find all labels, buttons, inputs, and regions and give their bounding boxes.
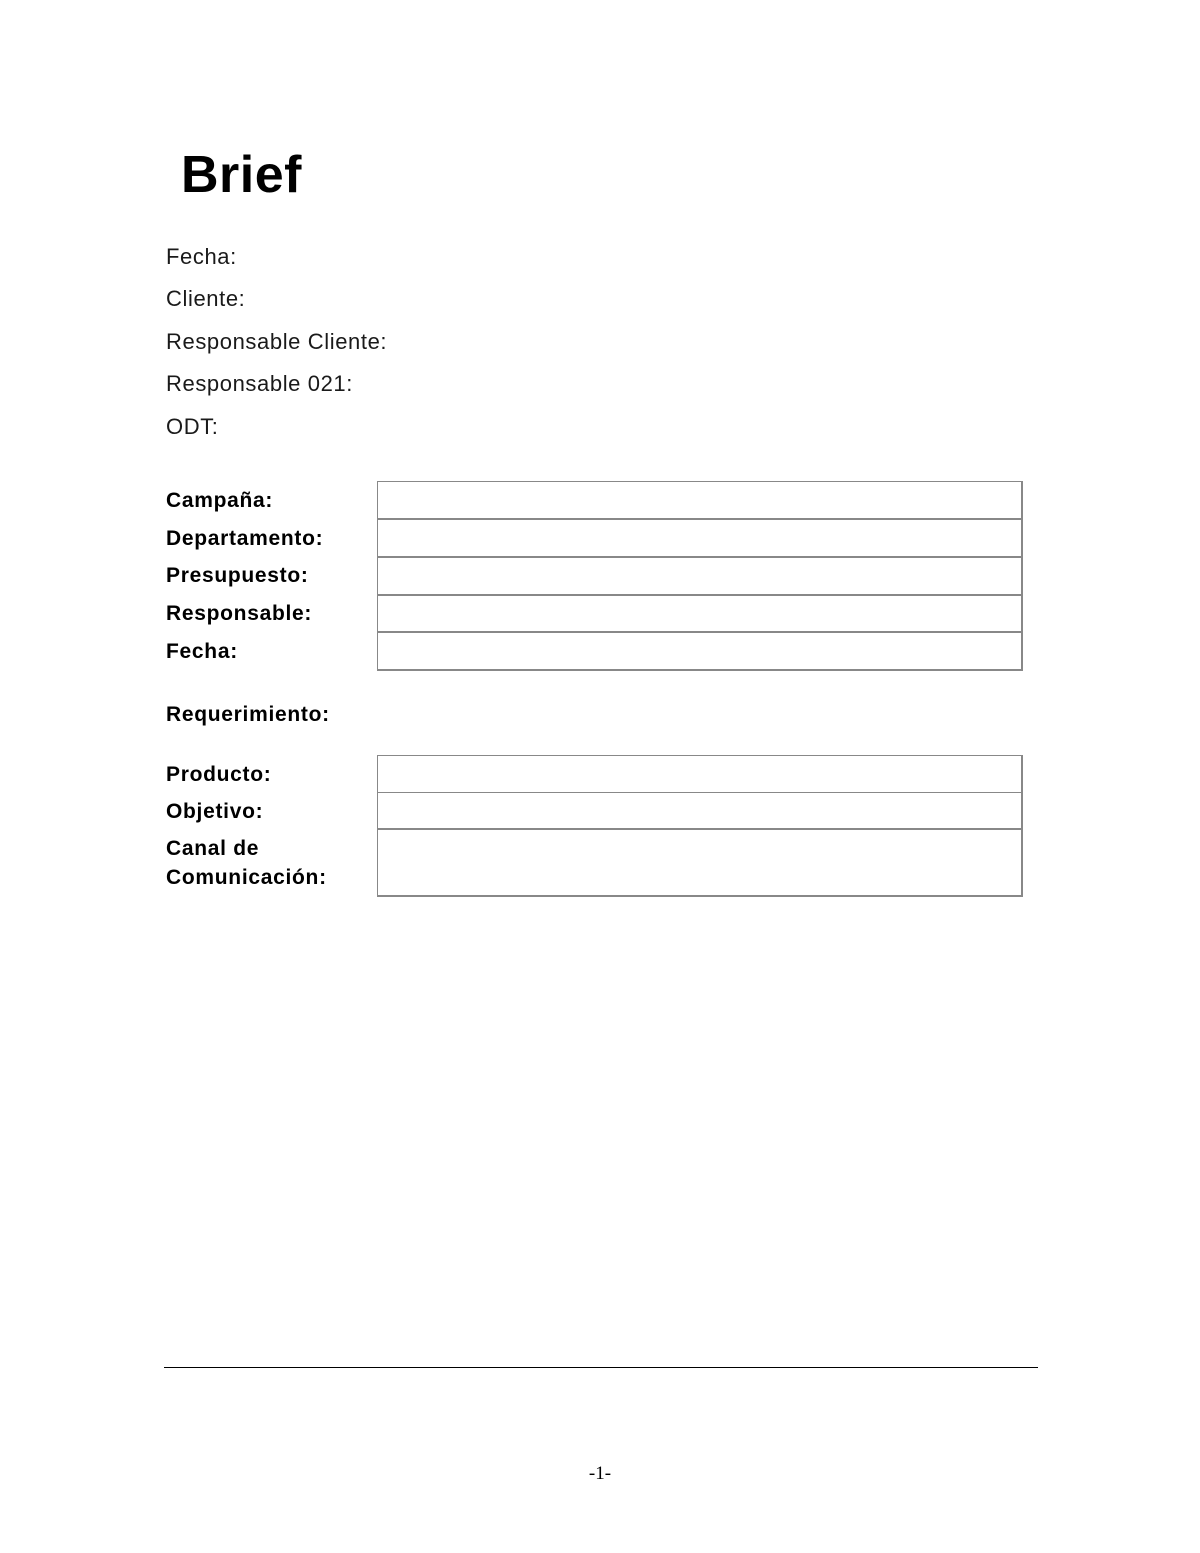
canal-label-line1: Canal de: [166, 837, 260, 860]
requerimiento-heading: Requerimiento:: [166, 703, 330, 726]
header-field-responsable-cliente: Responsable Cliente:: [166, 329, 388, 354]
objetivo-input[interactable]: [377, 792, 1023, 830]
canal-comunicacion-input[interactable]: [377, 829, 1023, 897]
responsable-input[interactable]: [377, 595, 1023, 633]
producto-input[interactable]: [377, 755, 1023, 794]
footer-divider: [164, 1367, 1038, 1368]
page-title: Brief: [181, 146, 302, 204]
presupuesto-input[interactable]: [377, 557, 1023, 596]
header-field-cliente: Cliente:: [166, 286, 246, 311]
campana-input[interactable]: [377, 481, 1023, 520]
page-number: -1-: [588, 1463, 612, 1484]
producto-label: Producto:: [166, 763, 272, 786]
header-field-fecha: Fecha:: [166, 244, 237, 269]
fecha-input[interactable]: [377, 632, 1023, 671]
responsable-label: Responsable:: [166, 602, 313, 625]
fecha-label: Fecha:: [166, 640, 238, 663]
header-field-odt: ODT:: [166, 414, 219, 439]
canal-label-line2: Comunicación:: [166, 866, 327, 889]
campana-label: Campaña:: [166, 489, 274, 512]
header-field-responsable-021: Responsable 021:: [166, 371, 353, 396]
presupuesto-label: Presupuesto:: [166, 564, 309, 587]
departamento-input[interactable]: [377, 519, 1023, 558]
departamento-label: Departamento:: [166, 527, 324, 550]
objetivo-label: Objetivo:: [166, 800, 264, 823]
